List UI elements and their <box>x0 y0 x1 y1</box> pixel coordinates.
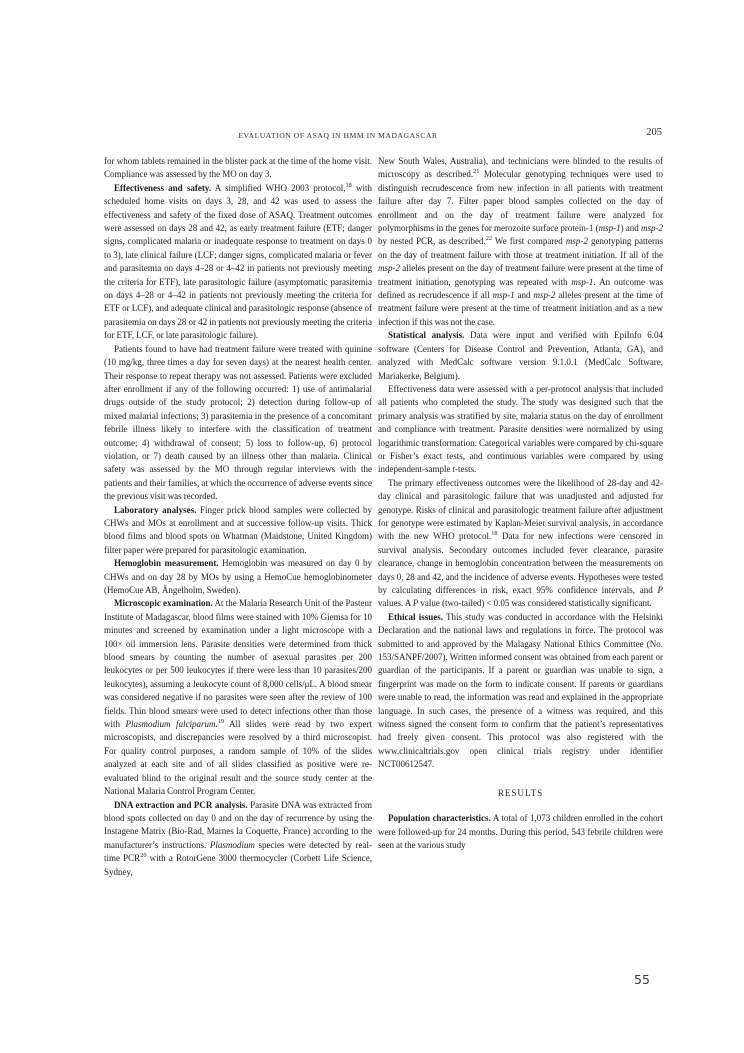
journal-page-number: 205 <box>646 127 662 138</box>
running-header-title: EVALUATION OF ASAQ IN HMM IN MADAGASCAR <box>238 131 438 140</box>
paragraph-genotyping: New South Wales, Australia), and technicians were blinded to the results of microscopy as described.$^{21}$ Molecular genotyping techniques were used to distinguish recrudescence from new infection in all patients with treatment failure after day 7. Filter paper blood samples collected on the day of enrollment and on the day of treatment failure were analyzed for polymorphisms in the genes for merozoite surface protein-1 (msp-1) and msp-2 by nested PCR, as described.$^{22}$ We first compared msp-2 genotyping patterns on the day of treatment failure with those at treatment initiation. If all of the msp-2 alleles present on the day of treatment failure were present at the time of treatment initiation, genotyping was repeated with msp-1. An outcome was defined as recrudescence if all msp-1 and msp-2 alleles present at the time of treatment failure were present at the time of treatment initiation and as a new infection if this was not the case. <box>378 156 663 327</box>
paragraph-laboratory-analyses: Laboratory analyses. Finger prick blood samples were collected by CHWs and MOs at enrollment and at successive follow-up visits. Thick blood films and blood spots on Whatman (Maidstone, United Kingdom) filter paper were prepared for parasitologic examination. <box>104 504 372 555</box>
paragraph-treatment-failure: Patients found to have had treatment failure were treated with quinine (10 mg/kg, three times a day for seven days) at the nearest health center. Their response to repeat therapy was not assessed. Patients were excluded after enrollment if any of the following occurred: 1) use of antimalarial drugs outside of the study protocol; 2) detection during follow-up of mixed malarial infections; 3) parasitemia in the presence of a concomitant febrile illness likely to interfere with the classification of treatment outcome; 4) withdrawal of consent; 5) loss to follow-up, 6) protocol violation, or 7) death caused by an illness other than malaria. Clinical safety was assessed by the MO through regular interviews with the patients and their families, at which the occurrence of adverse events since the previous visit was recorded. <box>104 343 372 502</box>
paragraph-effectiveness-and-safety: Effectiveness and safety. A simplified WHO 2003 protocol,$^{18}$ with scheduled home visits on days 3, 28, and 42 was used to assess the effectiveness and safety of the fixed dose of ASAQ. Treatment outcomes were assessed on days 28 and 42, as early treatment failure (ETF; danger signs, complicated malaria or inadequate response to treatment on days 0 to 3), late clinical failure (LCF; danger signs, complicated malaria or fever and parasitemia on days 4–28 or 4–42 in patients not previously meeting the criteria for ETF), late parasitologic failure (asymptomatic parasitemia on days 4–28 or 4–42 in patients not previously meeting the criteria for ETF or LCF), and adequate clinical and parasitologic response (absence of parasitemia on days 28 or 42 in patients not previously meeting the criteria for ETF, LCF, or late parasitologic failure). <box>104 181 372 341</box>
paragraph-primary-outcomes: The primary effectiveness outcomes were the likelihood of 28-day and 42-day clinical and parasitologic failure that was unadjusted and adjusted for genotype. Risks of clinical and parasitologic treatment failure after adjustment for genotype were estimated by Kaplan-Meier survival analysis, in accordance with the new WHO protocol.$^{18}$ Data for new infections were censored in survival analysis. Secondary outcomes included fever clearance, parasite clearance, change in hemoglobin concentration between the measurements on days 0, 28 and 42, and the incidence of adverse events. Hypotheses were tested by calculating differences in risk, exact 95% confidence intervals, and P values. A P value (two-tailed) < 0.05 was considered statistically significant. <box>378 477 664 609</box>
section-heading-results: RESULTS <box>497 787 544 798</box>
left-column <box>104 155 372 879</box>
paragraph-compliance: for whom tablets remained in the blister pack at the time of the home visit. Compliance was assessed by the MO on day 3. <box>104 156 372 180</box>
paragraph-microscopic-examination: Microscopic examination. At the Malaria Research Unit of the Pasteur Institute of Madagascar, blood films were stained with 10% Giemsa for 10 minutes and screened by examination under a light microscope with a 100× oil immersion lens. Parasite densities were determined from thick blood smears by counting the number of asexual parasites per 200 leukocytes or per 500 leukocytes if there were less than 10 parasites/200 leukocytes), assuming a leukocyte count of 8,000 cells/μL. A blood smear was considered negative if no parasites were seen after the review of 100 fields. Thin blood smears were used to detect infections other than those with Plasmodium falciparum.$^{19}$ All slides were read by two expert microscopists, and discrepancies were resolved by a third microscopist. For quality control purposes, a random sample of 10% of the slides analyzed at each site and of all slides classified as positive were re-evaluated blind to the original result and the source study center at the National Malaria Control Program Center. <box>104 598 372 797</box>
paragraph-ethical-issues: Ethical issues. This study was conducted in accordance with the Helsinki Declaration and the national laws and regulations in force. The protocol was submitted to and approved by the Malagasy National Ethics Committee (No. 153/SANPF/2007). Written informed consent was obtained from each parent or guardian of the participants. If a parent or guardian was unable to sign, a fingerprint was made on the form to indicate consent. If parents or guardians were unable to read, the information was read and explained in the appropriate language. In such cases, the presence of a witness was required, and this witness signed the consent form to confirm that the patient’s representatives had freely given consent. This protocol was also registered with the www.clinicaltrials.gov open clinical trials registry under identifier NCT00612547. <box>378 611 664 770</box>
folio-page-number: 55 <box>634 972 650 987</box>
paragraph-population-characteristics: Population characteristics. A total of 1,073 children enrolled in the cohort were followed-up for 24 months. During this period, 543 febrile children were seen at the various study <box>378 813 663 850</box>
paragraph-statistical-analysis: Statistical analysis. Data were input and verified with EpiInfo 6.04 software (Centers for Disease Control and Prevention, Atlanta, GA), and analyzed with MedCalc software version 9.1.0.1 (MedCalc Software, Mariakerke, Belgium). <box>378 330 663 381</box>
paragraph-dna-extraction-pcr: DNA extraction and PCR analysis. Parasite DNA was extracted from blood spots collected on day 0 and on the day of recurrence by using the Instagene Matrix (Bio-Rad, Marnes la Coquette, France) according to the manufacturer’s instructions. Plasmodium species were detected by real-time PCR$^{20}$ with a RotorGene 3000 thermocycler (Corbett Life Science, Sydney, <box>104 799 373 877</box>
right-column <box>378 155 663 852</box>
paragraph-effectiveness-data: Effectiveness data were assessed with a per-protocol analysis that included all patients who completed the study. The study was designed such that the primary analysis was stratified by site, malaria status on the day of enrollment and compliance with treatment. Parasite densities were normalized by using logarithmic transformation. Categorical variables were compared by chi-square or Fisher’s exact tests, and continuous variables were compared by using independent-sample t-tests. <box>378 383 663 475</box>
paragraph-hemoglobin-measurement: Hemoglobin measurement. Hemoglobin was measured on day 0 by CHWs and on day 28 by MOs by using a HemoCue hemoglobinometer (HemoCue AB, Ängelholm, Sweden). <box>104 558 373 595</box>
